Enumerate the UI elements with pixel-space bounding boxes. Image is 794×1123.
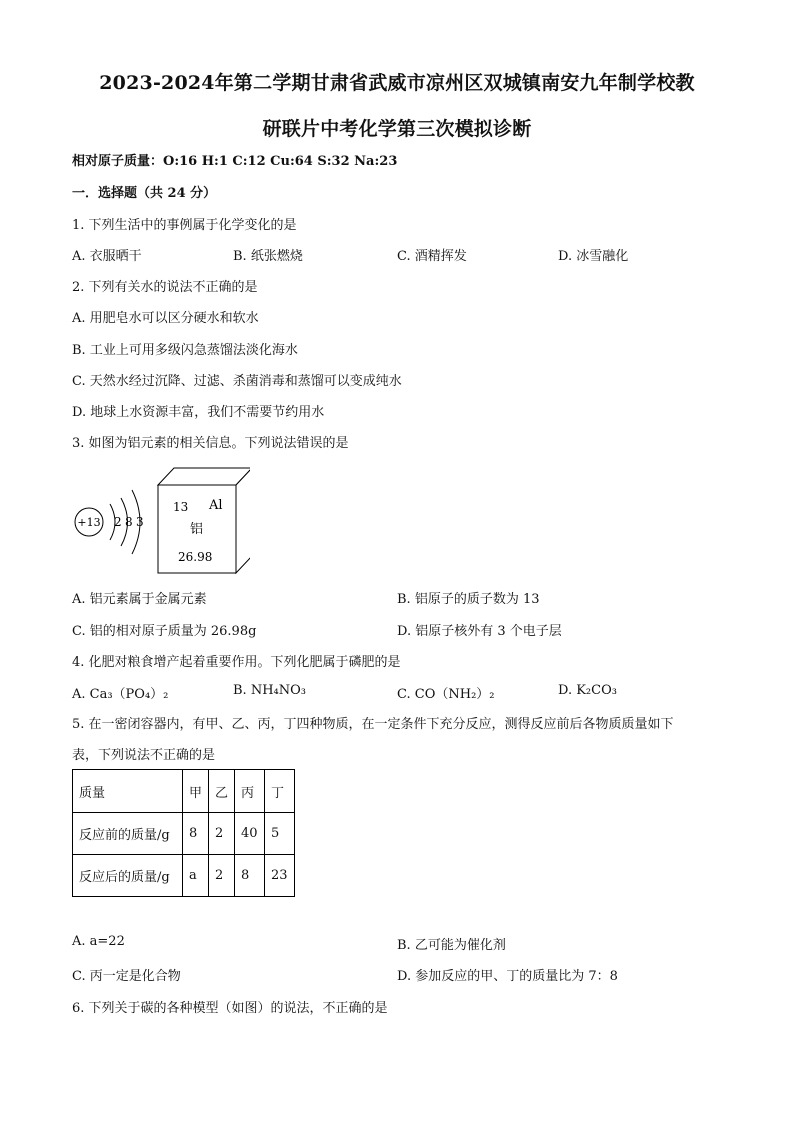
atomic-number: 13 bbox=[173, 500, 189, 514]
cube-side bbox=[236, 468, 250, 573]
table-cell: 8 bbox=[183, 813, 209, 855]
q2-stem: 2. 下列有关水的说法不正确的是 bbox=[72, 280, 258, 295]
title-line-1: 2023-2024年第二学期甘肃省武威市凉州区双城镇南安九年制学校教 bbox=[99, 72, 695, 94]
table-header-cell: 甲 bbox=[183, 770, 209, 813]
q1-option-a: A. 衣服晒干 bbox=[72, 249, 142, 264]
table-header-cell: 丙 bbox=[235, 770, 265, 813]
q5-option-b: B. 乙可能为催化剂 bbox=[397, 938, 506, 953]
q2-option-c: C. 天然水经过沉降、过滤、杀菌消毒和蒸馏可以变成纯水 bbox=[72, 374, 402, 389]
q3-option-d: D. 铝原子核外有 3 个电子层 bbox=[397, 624, 562, 639]
q2-option-a: A. 用肥皂水可以区分硬水和软水 bbox=[72, 311, 259, 326]
cube-top bbox=[158, 468, 250, 485]
atomic-mass: 26.98 bbox=[178, 550, 213, 564]
q2-option-d: D. 地球上水资源丰富，我们不需要节约用水 bbox=[72, 405, 325, 420]
q4-option-b: B. NH₄NO₃ bbox=[233, 683, 306, 698]
q6-stem: 6. 下列关于碳的各种模型（如图）的说法，不正确的是 bbox=[72, 1001, 388, 1016]
q4-stem: 4. 化肥对粮食增产起着重要作用。下列化肥属于磷肥的是 bbox=[72, 655, 401, 670]
table-cell: 40 bbox=[235, 813, 265, 855]
q5-option-a: A. a=22 bbox=[72, 934, 125, 949]
q1-stem: 1. 下列生活中的事例属于化学变化的是 bbox=[72, 218, 297, 233]
nucleus-charge: +13 bbox=[77, 516, 101, 529]
atomic-masses: 相对原子质量：O:16 H:1 C:12 Cu:64 S:32 Na:23 bbox=[72, 154, 398, 169]
table-row bbox=[73, 855, 295, 897]
q5-option-c: C. 丙一定是化合物 bbox=[72, 969, 181, 984]
q4-option-d: D. K₂CO₃ bbox=[558, 683, 617, 698]
section-heading: 一．选择题（共 24 分） bbox=[72, 186, 217, 201]
element-name: 铝 bbox=[190, 522, 204, 537]
shell-electrons-3: 3 bbox=[136, 515, 144, 529]
q4-option-a: A. Ca₃（PO₄）₂ bbox=[72, 687, 169, 702]
table-cell: 反应后的质量/g bbox=[73, 855, 183, 897]
mass-table bbox=[72, 769, 295, 897]
q2-option-b: B. 工业上可用多级闪急蒸馏法淡化海水 bbox=[72, 343, 298, 358]
table-cell: 23 bbox=[265, 855, 295, 897]
table-row bbox=[73, 813, 295, 855]
q1-option-b: B. 纸张燃烧 bbox=[233, 249, 303, 264]
q3-option-b: B. 铝原子的质子数为 13 bbox=[397, 592, 540, 607]
q3-stem: 3. 如图为铝元素的相关信息。下列说法错误的是 bbox=[72, 436, 349, 451]
title-line-2: 研联片中考化学第三次模拟诊断 bbox=[262, 118, 532, 140]
table-header-cell: 乙 bbox=[209, 770, 235, 813]
q1-option-d: D. 冰雪融化 bbox=[558, 249, 629, 264]
table-header-row bbox=[73, 770, 295, 813]
element-symbol: Al bbox=[209, 498, 223, 513]
q5-stem-line-2: 表，下列说法不正确的是 bbox=[72, 748, 216, 763]
q5-stem-line-1: 5. 在一密闭容器内，有甲、乙、丙，丁四种物质，在一定条件下充分反应，测得反应前后各物质质量如下 bbox=[72, 717, 674, 732]
table-cell: 8 bbox=[235, 855, 265, 897]
table-header-cell: 丁 bbox=[265, 770, 295, 813]
shell-electrons-1: 2 bbox=[114, 515, 122, 529]
shell-electrons-2: 8 bbox=[125, 515, 133, 529]
q3-option-a: A. 铝元素属于金属元素 bbox=[72, 592, 207, 607]
table-cell: 2 bbox=[209, 855, 235, 897]
table-header-cell: 质量 bbox=[73, 770, 183, 813]
table-cell: 反应前的质量/g bbox=[73, 813, 183, 855]
q1-option-c: C. 酒精挥发 bbox=[397, 249, 467, 264]
q5-option-d: D. 参加反应的甲、丁的质量比为 7：8 bbox=[397, 969, 618, 984]
table-cell: 5 bbox=[265, 813, 295, 855]
table-cell: 2 bbox=[209, 813, 235, 855]
table-cell: a bbox=[183, 855, 209, 897]
q3-option-c: C. 铝的相对原子质量为 26.98g bbox=[72, 624, 257, 639]
aluminum-figure bbox=[70, 460, 250, 580]
q4-option-c: C. CO（NH₂）₂ bbox=[397, 687, 495, 702]
